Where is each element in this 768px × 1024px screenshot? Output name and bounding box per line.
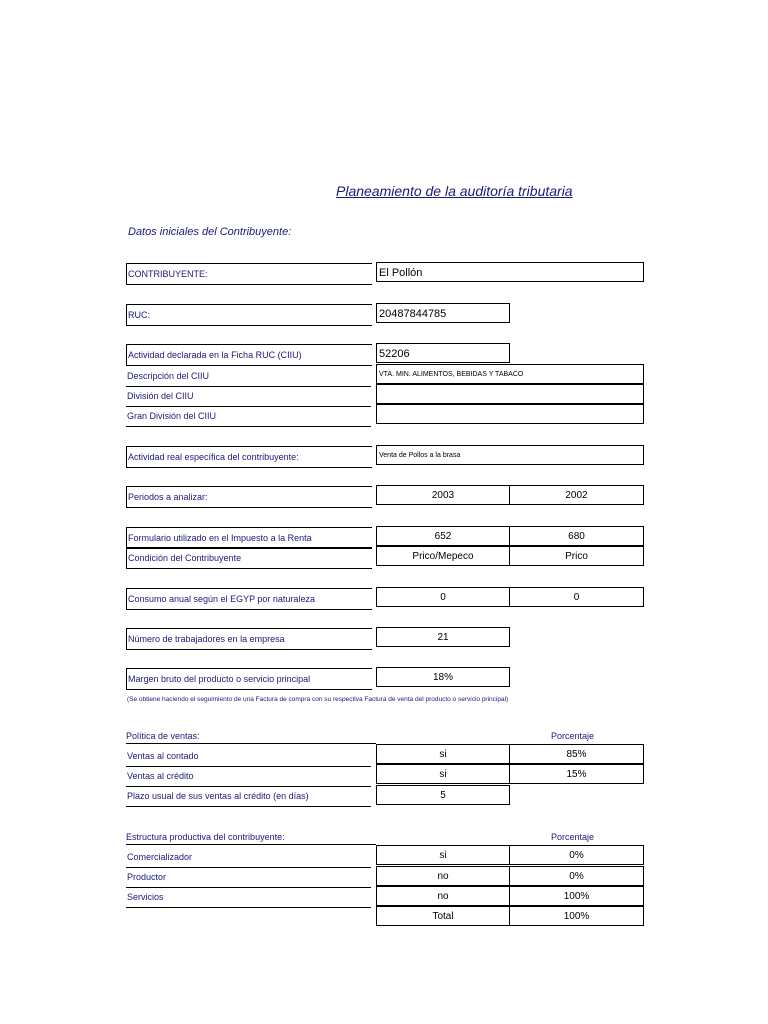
trabajadores-value: 21 <box>376 627 510 647</box>
ventas-contado-label: Ventas al contado <box>126 746 371 767</box>
politica-ventas-label: Política de ventas: <box>126 729 376 744</box>
productor-pct: 0% <box>509 866 644 886</box>
consumo-col1: 0 <box>376 587 510 607</box>
productor-label: Productor <box>126 867 371 888</box>
servicios-pct: 100% <box>509 886 644 906</box>
gran-division-ciiu-label: Gran División del CIIU <box>126 406 371 427</box>
plazo-credito-label: Plazo usual de sus ventas al crédito (en días) <box>126 786 371 807</box>
descripcion-ciiu-label: Descripción del CIIU <box>126 366 371 387</box>
trabajadores-label: Número de trabajadores en la empresa <box>126 628 372 650</box>
division-ciiu-value <box>376 384 644 404</box>
estructura-pct-header: Porcentaje <box>551 832 595 842</box>
margen-label: Margen bruto del producto o servicio principal <box>126 668 372 690</box>
productor-value: no <box>376 866 510 886</box>
margen-value: 18% <box>376 667 510 687</box>
condicion-label: Condición del Contribuyente <box>126 547 372 569</box>
actividad-ciiu-value: 52206 <box>376 343 510 363</box>
actividad-ciiu-label: Actividad declarada en la Ficha RUC (CIIU) <box>126 344 372 366</box>
formulario-col1: 652 <box>376 526 510 546</box>
ventas-credito-pct: 15% <box>509 764 644 784</box>
descripcion-ciiu-value: VTA. MIN. ALIMENTOS, BEBIDAS Y TABACO <box>376 364 644 384</box>
estructura-label: Estructura productiva del contribuyente: <box>126 830 376 845</box>
comercializador-pct: 0% <box>509 845 644 865</box>
servicios-label: Servicios <box>126 887 371 908</box>
consumo-label: Consumo anual según el EGYP por naturaleza <box>126 588 372 610</box>
periodos-label: Periodos a analizar: <box>126 486 372 508</box>
comercializador-label: Comercializador <box>126 847 371 868</box>
ventas-credito-label: Ventas al crédito <box>126 766 371 787</box>
ventas-contado-value: si <box>376 744 510 764</box>
servicios-value: no <box>376 886 510 906</box>
contribuyente-label: CONTRIBUYENTE: <box>126 263 372 285</box>
contribuyente-value: El Pollón <box>376 262 644 282</box>
page-title: Planeamiento de la auditoría tributaria <box>336 183 573 199</box>
comercializador-value: si <box>376 845 510 865</box>
ruc-value: 20487844785 <box>376 303 510 323</box>
margen-note: (Se obtiene haciendo el seguimiento de una Factura de compra con su respectiva Factura de venta del producto o servicio principal) <box>127 696 509 703</box>
division-ciiu-label: División del CIIU <box>126 386 371 407</box>
actividad-real-label: Actividad real específica del contribuyente: <box>126 446 372 468</box>
actividad-real-value: Venta de Pollos a la brasa <box>376 445 644 465</box>
gran-division-ciiu-value <box>376 404 644 424</box>
periodos-col2: 2002 <box>509 485 644 505</box>
total-pct: 100% <box>509 906 644 926</box>
periodos-col1: 2003 <box>376 485 510 505</box>
condicion-col1: Prico/Mepeco <box>376 546 510 566</box>
formulario-label: Formulario utilizado en el Impuesto a la Renta <box>126 527 372 549</box>
formulario-col2: 680 <box>509 526 644 546</box>
ventas-contado-pct: 85% <box>509 744 644 764</box>
ventas-credito-value: si <box>376 764 510 784</box>
plazo-credito-value: 5 <box>376 785 510 805</box>
total-label: Total <box>376 906 510 926</box>
ruc-label: RUC: <box>126 304 372 326</box>
consumo-col2: 0 <box>509 587 644 607</box>
section-subtitle: Datos iniciales del Contribuyente: <box>128 226 292 238</box>
condicion-col2: Prico <box>509 546 644 566</box>
politica-pct-header: Porcentaje <box>551 731 595 741</box>
